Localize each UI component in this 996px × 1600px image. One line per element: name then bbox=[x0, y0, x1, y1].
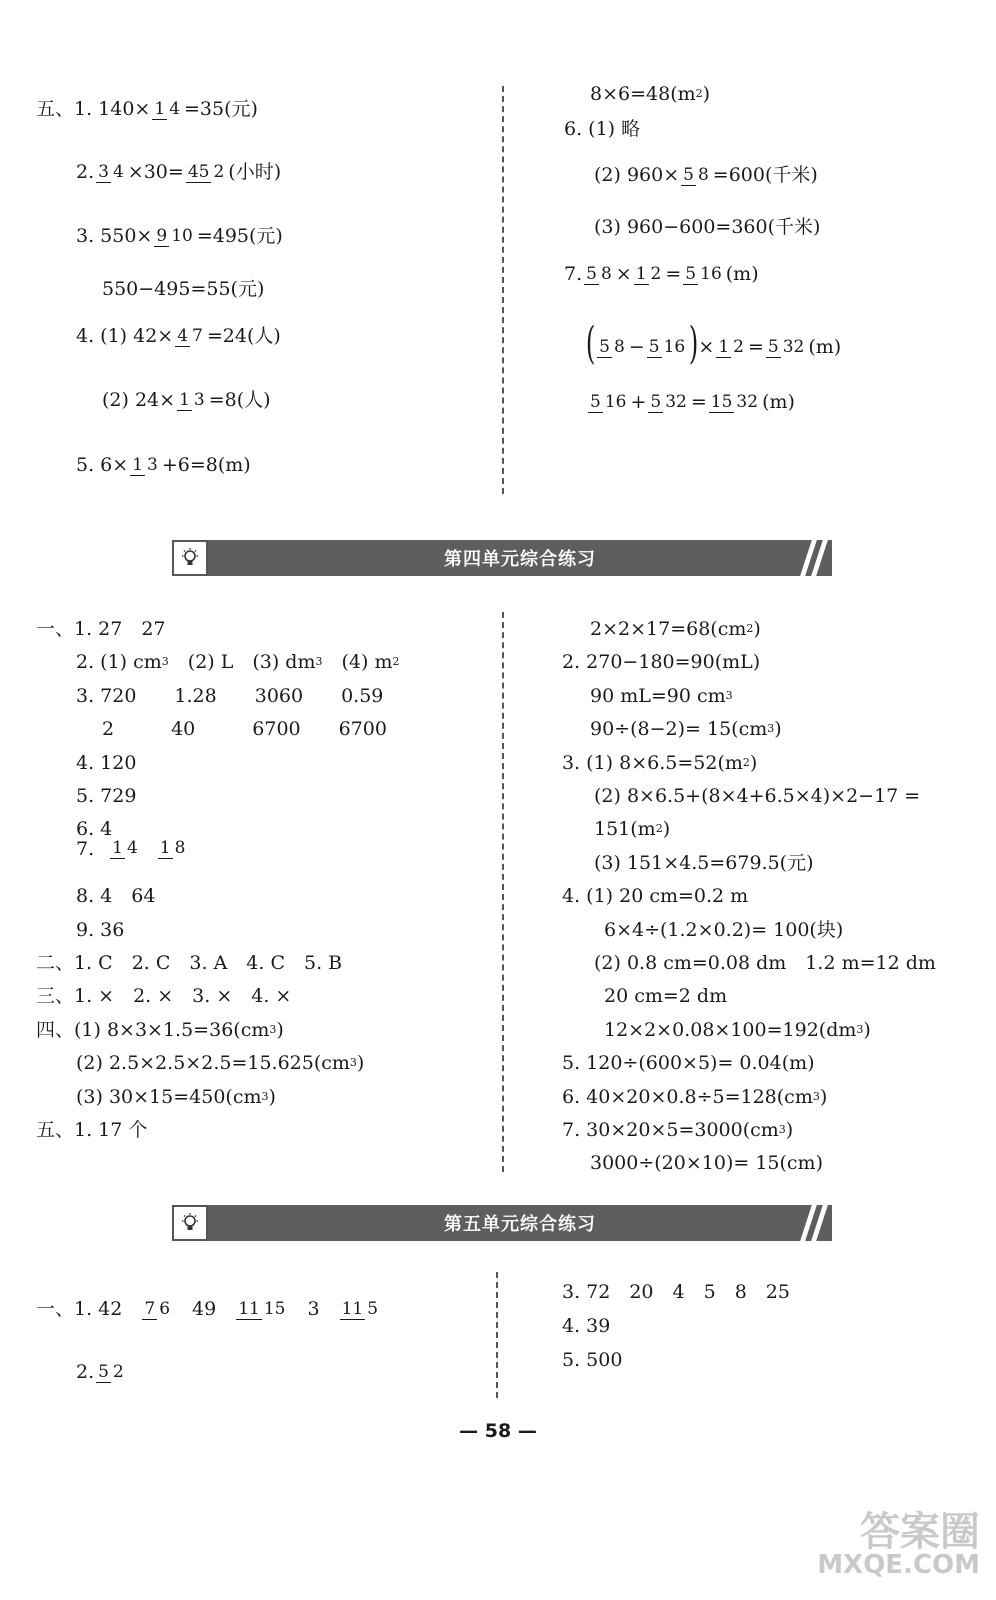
fraction: 11 15 bbox=[238, 1298, 286, 1319]
column-divider-middle bbox=[502, 612, 504, 1172]
fraction: 5 2 bbox=[98, 1361, 124, 1382]
answer-line: 5. 729 bbox=[76, 785, 137, 807]
answer-line: 2. 5 2 bbox=[76, 1361, 124, 1383]
fraction: 5 8 bbox=[586, 263, 612, 284]
fraction: 5 32 bbox=[650, 391, 687, 412]
fraction: 1 2 bbox=[635, 263, 662, 284]
answer-line: 5 16 + 5 32 = 15 32 (m) bbox=[590, 391, 795, 413]
fraction: 5 8 bbox=[683, 164, 709, 185]
lightbulb-icon bbox=[172, 1205, 208, 1241]
answer-line: 3. 550× 9 10 =495(元) bbox=[76, 225, 283, 247]
answer-line: 7. 1 4 1 8 bbox=[76, 837, 186, 860]
answer-line: 2×2×17=68(cm 2 ) bbox=[590, 618, 761, 640]
fraction: 1 3 bbox=[179, 389, 205, 410]
fraction: 4 7 bbox=[177, 325, 203, 346]
answer-line: 90÷(8−2)= 15(cm 3 ) bbox=[590, 718, 782, 741]
answer-line: 一、1. 27 27 bbox=[36, 618, 166, 640]
answer-line: 3. 72 20 4 5 8 25 bbox=[562, 1281, 790, 1303]
fraction: 15 32 bbox=[710, 391, 759, 412]
answer-line: 5. 6× 1 3 +6=8(m) bbox=[76, 454, 251, 476]
section-banner-unit4 bbox=[172, 540, 832, 576]
fraction: 7 6 bbox=[144, 1298, 171, 1319]
column-divider-top bbox=[502, 86, 504, 494]
watermark-logo: 答案圈 bbox=[860, 1509, 980, 1555]
decorative-slashes bbox=[806, 1205, 822, 1241]
fraction: 1 2 bbox=[718, 336, 744, 357]
answer-line: 2 40 6700 6700 bbox=[102, 718, 387, 741]
fraction: 11 5 bbox=[341, 1298, 379, 1319]
answer-line: 2. (1) cm 3 (2) L (3) dm 3 (4) m 2 bbox=[76, 651, 400, 674]
answer-line: (2) 0.8 cm=0.08 dm 1.2 m=12 dm bbox=[594, 952, 936, 974]
fraction: 1 4 bbox=[154, 98, 181, 119]
answer-line: 4. (1) 20 cm=0.2 m bbox=[562, 885, 749, 908]
answer-line: 四、(1) 8×3×1.5=36(cm 3 ) bbox=[36, 1018, 284, 1041]
fraction: 1 3 bbox=[132, 454, 158, 475]
answer-line: (2) 960× 5 8 =600(千米) bbox=[594, 164, 818, 186]
answer-line: 12×2×0.08×100=192(dm 3 ) bbox=[604, 1018, 871, 1041]
fraction: 1 8 bbox=[159, 838, 186, 859]
answer-line: 8. 4 64 bbox=[76, 885, 156, 908]
section-title: 第五单元综合练习 bbox=[444, 1214, 596, 1235]
answer-line: 3. (1) 8×6.5=52(m 2 ) bbox=[562, 751, 758, 774]
fraction: 1 4 bbox=[112, 838, 138, 859]
answer-line: (3) 30×15=450(cm 3 ) bbox=[76, 1085, 276, 1108]
answer-line: (2) 8×6.5+(8×4+6.5×4)×2−17 = bbox=[594, 785, 921, 807]
answer-line: 7. 30×20×5=3000(cm 3 ) bbox=[562, 1119, 794, 1141]
answer-line: 5. 120÷(600×5)= 0.04(m) bbox=[562, 1052, 815, 1075]
answer-line: (3) 960−600=360(千米) bbox=[594, 216, 821, 238]
answer-line: 7. 5 8 × 1 2 = 5 16 (m) bbox=[564, 263, 759, 285]
fraction: 5 16 bbox=[648, 336, 686, 357]
answer-line: (3) 151×4.5=679.5(元) bbox=[594, 851, 814, 874]
fraction: 5 8 bbox=[599, 336, 625, 357]
answer-line: (2) 24× 1 3 =8(人) bbox=[102, 389, 271, 411]
lightbulb-icon bbox=[172, 540, 208, 576]
answer-line: 一、1. 42 7 6 49 11 15 3 11 5 bbox=[36, 1298, 379, 1320]
answer-line: 五、1. 140× 1 4 =35(元) bbox=[36, 98, 258, 120]
answer-line: 5. 500 bbox=[562, 1349, 623, 1371]
page-number: — 58 — bbox=[459, 1420, 537, 1442]
answer-line: 90 mL=90 cm 3 bbox=[590, 684, 733, 707]
answer-line: 4. 39 bbox=[562, 1315, 611, 1337]
answer-line: 8×6=48(m 2 ) bbox=[590, 83, 711, 105]
answer-line: 3000÷(20×10)= 15(cm) bbox=[590, 1152, 823, 1175]
fraction: 3 4 bbox=[98, 161, 124, 182]
answer-line: 2. 3 4 ×30= 45 2 (小时) bbox=[76, 161, 282, 183]
answer-line: 550−495=55(元) bbox=[102, 278, 265, 300]
answer-line: 6. 4 bbox=[76, 818, 113, 841]
fraction: 5 16 bbox=[685, 263, 722, 284]
answer-line: ( 5 8 − 5 16 ) × 1 2 = 5 32 (m) bbox=[585, 318, 842, 369]
watermark-url: MXQE.COM bbox=[817, 1550, 980, 1580]
answer-line: 4. (1) 42× 4 7 =24(人) bbox=[76, 325, 281, 347]
answer-line: 4. 120 bbox=[76, 751, 137, 774]
answer-line: 9. 36 bbox=[76, 918, 125, 941]
fraction: 45 2 bbox=[187, 161, 225, 182]
answer-line: (2) 2.5×2.5×2.5=15.625(cm 3 ) bbox=[76, 1052, 365, 1075]
answer-line: 3. 720 1.28 3060 0.59 bbox=[76, 684, 384, 707]
answer-line: 6. 40×20×0.8÷5=128(cm 3 ) bbox=[562, 1085, 828, 1108]
answer-line: 三、1. × 2. × 3. × 4. × bbox=[36, 985, 292, 1008]
fraction: 5 16 bbox=[590, 391, 627, 412]
section-banner-unit5 bbox=[172, 1205, 832, 1241]
answer-line: 6×4÷(1.2×0.2)= 100(块) bbox=[604, 918, 844, 941]
column-divider-bottom bbox=[496, 1272, 498, 1398]
answer-line: 20 cm=2 dm bbox=[604, 985, 728, 1008]
answer-line: 二、1. C 2. C 3. A 4. C 5. B bbox=[36, 952, 343, 974]
answer-line: 6. (1) 略 bbox=[564, 118, 641, 140]
fraction: 5 32 bbox=[767, 336, 805, 357]
fraction: 9 10 bbox=[156, 225, 193, 246]
answer-line: 2. 270−180=90(mL) bbox=[562, 651, 761, 674]
answer-line: 151(m 2 ) bbox=[594, 818, 671, 841]
decorative-slashes bbox=[806, 540, 822, 576]
section-title: 第四单元综合练习 bbox=[444, 549, 596, 570]
answer-line: 五、1. 17 个 bbox=[36, 1119, 148, 1141]
